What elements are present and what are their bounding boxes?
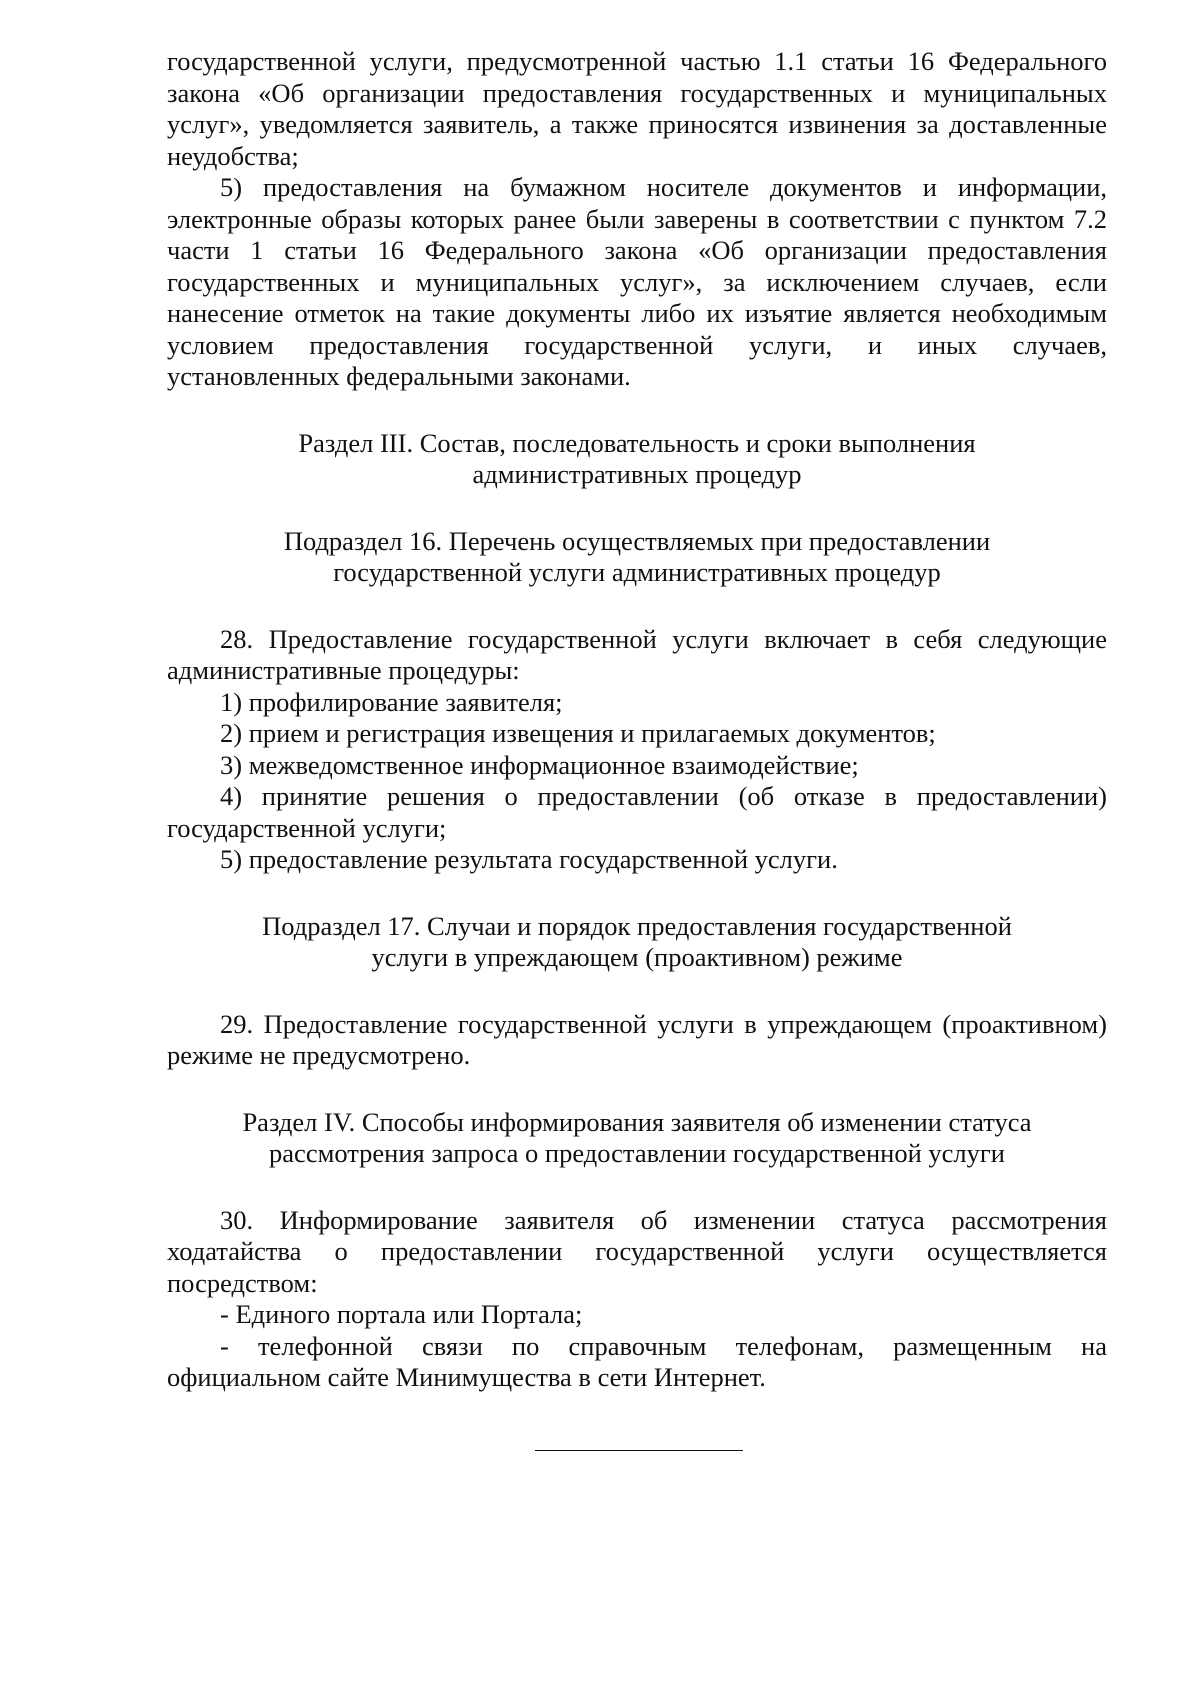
- section-3-heading-line-2: административных процедур: [472, 459, 802, 489]
- paragraph-30: 30. Информирование заявителя об изменении статуса рассмотрения ходатайства о предоставлении государственной услуги осуществляется посредством:: [167, 1204, 1107, 1298]
- paragraph-29: 29. Предоставление государственной услуги в упреждающем (проактивном) режиме не предусмотрено.: [167, 1008, 1107, 1070]
- section-3-heading-line-1: Раздел III. Состав, последовательность и сроки выполнения: [298, 427, 976, 458]
- list-item: 5) предоставление результата государственной услуги.: [220, 844, 838, 874]
- bullet-item: - телефонной связи по справочным телефонам, размещенным на официальном сайте Минимущества в сети Интернет.: [167, 1330, 1107, 1392]
- subsection-17-heading: [167, 911, 1107, 974]
- list-item: 3) межведомственное информационное взаимодействие;: [220, 749, 859, 780]
- list-item: 4) принятие решения о предоставлении (об отказе в предоставлении) государственной услуги;: [167, 781, 1107, 843]
- section-4-heading-line-2: рассмотрения запроса о предоставлении государственной услуги: [269, 1138, 1005, 1168]
- document-body: [167, 46, 1107, 1394]
- bullet-item: - Единого портала или Портала;: [220, 1299, 583, 1329]
- paragraph-item-5: 5) предоставления на бумажном носителе документов и информации, электронные образы которых ранее были заверены в соответствии с пунктом 7.2 части 1 статьи 16 Федерального закона «Об организации предоставления государственных и муниципальных услуг», за исключением случаев, если нанесение отметок на такие документы либо их изъятие является необходимым условием предоставления государственной услуги, и иных случаев, установленных федеральными законами.: [167, 172, 1107, 391]
- paragraph-continuation: государственной услуги, предусмотренной частью 1.1 статьи 16 Федерального закона «Об организации предоставления государственных и муниципальных услуг», уведомляется заявитель, а также приносятся извинения за доставленные неудобства;: [167, 46, 1107, 171]
- end-of-document-rule: [535, 1450, 743, 1451]
- section-3-heading: [167, 428, 1107, 491]
- list-item: 2) прием и регистрация извещения и прилагаемых документов;: [220, 718, 936, 748]
- subsection-16-heading-line-1: Подраздел 16. Перечень осуществляемых при предоставлении: [283, 525, 991, 556]
- subsection-17-heading-line-1: Подраздел 17. Случаи и порядок предоставления государственной: [262, 910, 1012, 941]
- subsection-16-heading-line-2: государственной услуги административных процедур: [333, 557, 941, 587]
- section-4-heading-line-1: Раздел IV. Способы информирования заявителя об изменении статуса: [242, 1106, 1032, 1137]
- list-item: 1) профилирование заявителя;: [220, 686, 563, 717]
- subsection-17-heading-line-2: услуги в упреждающем (проактивном) режиме: [371, 942, 903, 972]
- subsection-16-heading: [167, 526, 1107, 589]
- paragraph-28: 28. Предоставление государственной услуги включает в себя следующие административные процедуры:: [167, 623, 1107, 685]
- section-4-heading: [167, 1107, 1107, 1170]
